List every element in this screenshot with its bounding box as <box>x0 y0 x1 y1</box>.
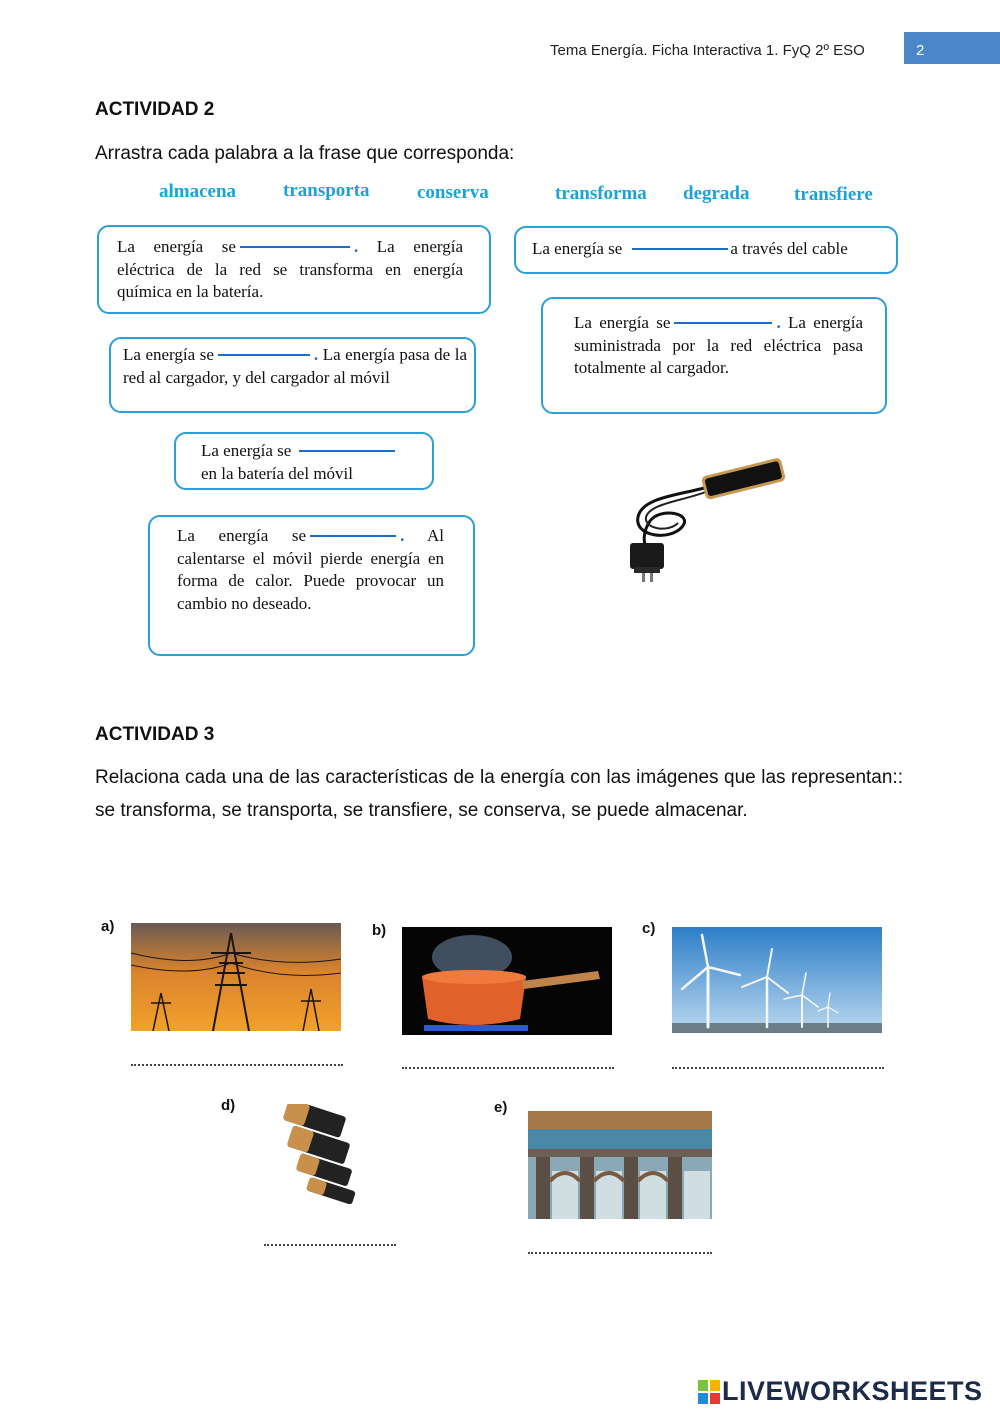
liveworksheets-logo[interactable]: LIVEWORKSHEETS <box>722 1376 983 1406</box>
sentence-box-1 <box>97 225 491 314</box>
answer-line-c[interactable] <box>672 1067 884 1069</box>
draggable-word-degrada[interactable]: degrada <box>683 183 750 204</box>
box1-text-end: La energía eléctrica de la red se transforma en energía química en la batería. <box>117 237 463 301</box>
label-a: a) <box>101 918 115 935</box>
draggable-word-transfiere[interactable]: transfiere <box>794 184 873 205</box>
box4-text-end: La energía pasa de la red al cargador, y del cargador al móvil <box>123 345 468 387</box>
box6-dot: . <box>400 526 405 545</box>
drop-blank-5[interactable] <box>299 450 395 452</box>
box3-text-end: La energía suministrada por la red eléctrica pasa totalmente al cargador. <box>574 313 863 377</box>
drop-blank-1[interactable] <box>240 246 350 248</box>
box5-text-start: La energía se <box>201 441 292 460</box>
drop-blank-3[interactable] <box>674 322 772 324</box>
activity2-instruction: Arrastra cada palabra a la frase que corresponda: <box>95 143 515 164</box>
phone-charger-image <box>620 455 795 590</box>
activity3-heading: ACTIVIDAD 3 <box>95 724 215 745</box>
document-header-title: Tema Energía. Ficha Interactiva 1. FyQ 2º ESO <box>550 42 865 59</box>
box6-text-start: La energía se <box>177 526 307 545</box>
box3-dot: . <box>776 313 781 332</box>
draggable-word-transforma[interactable]: transforma <box>555 183 647 204</box>
box2-text-end: a través del cable <box>730 239 848 258</box>
answer-line-a[interactable] <box>131 1064 343 1066</box>
box5-text-end: en la batería del móvil <box>201 463 353 483</box>
draggable-word-transporta[interactable]: transporta <box>283 180 370 201</box>
draggable-word-almacena[interactable]: almacena <box>159 181 237 202</box>
wind-turbines-image <box>672 927 882 1033</box>
sentence-box-4 <box>109 337 476 413</box>
answer-line-b[interactable] <box>402 1067 614 1069</box>
box6-text-end: Al calentarse el móvil pierde energía en forma de calor. Puede provocar un cambio no deseado. <box>177 526 444 613</box>
power-lines-image <box>131 923 341 1031</box>
activity2-heading: ACTIVIDAD 2 <box>95 99 215 120</box>
box1-dot: . <box>353 237 359 256</box>
sentence-box-5 <box>174 432 434 490</box>
batteries-image <box>264 1104 394 1204</box>
answer-line-e[interactable] <box>528 1252 712 1254</box>
label-d: d) <box>221 1097 236 1114</box>
answer-line-d[interactable] <box>264 1244 396 1246</box>
sentence-box-3 <box>541 297 887 414</box>
box4-text-start: La energía se <box>123 345 214 364</box>
box1-text-start: La energía se <box>117 237 236 256</box>
drop-blank-2[interactable] <box>632 248 728 250</box>
hydroelectric-dam-image <box>528 1111 712 1219</box>
label-e: e) <box>494 1099 508 1116</box>
liveworksheets-logo-icon <box>698 1380 720 1404</box>
activity3-instruction: Relaciona cada una de las características de la energía con las imágenes que las representan:: se transforma, se transporta, se transfiere, se conserva, se puede almacenar. <box>95 767 903 821</box>
drop-blank-6[interactable] <box>310 535 396 537</box>
box2-text-start: La energía se <box>532 239 623 258</box>
box3-text-start: La energía se <box>574 313 671 332</box>
label-b: b) <box>372 922 387 939</box>
pot-on-stove-image <box>402 927 612 1035</box>
label-c: c) <box>642 920 656 937</box>
draggable-word-conserva[interactable]: conserva <box>417 182 489 203</box>
page-number: 2 <box>904 32 1000 64</box>
box4-dot: . <box>313 345 319 364</box>
sentence-box-6 <box>148 515 475 656</box>
drop-blank-4[interactable] <box>218 354 310 356</box>
sentence-box-2 <box>514 226 898 274</box>
